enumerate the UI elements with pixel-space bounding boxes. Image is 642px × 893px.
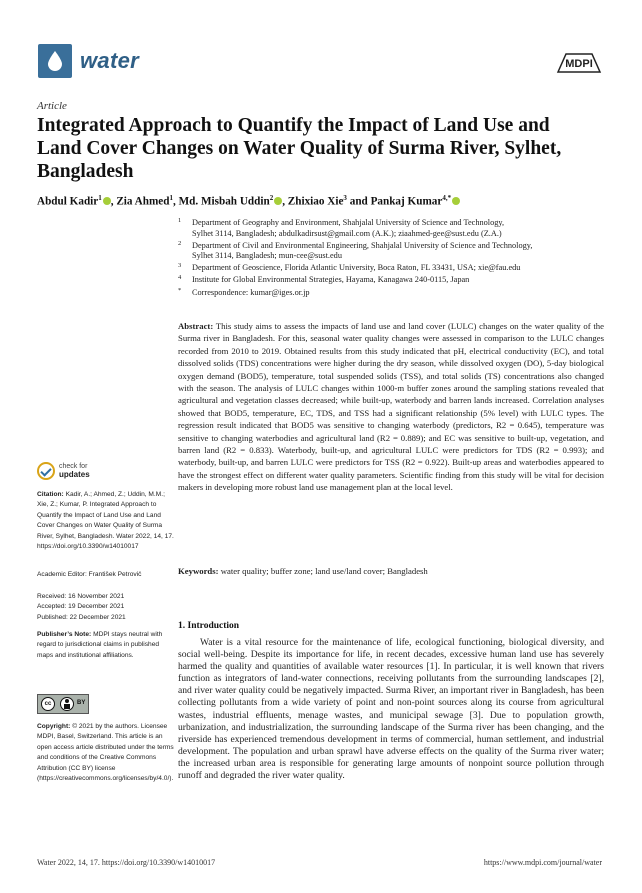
author-name: Zia Ahmed — [116, 195, 170, 208]
author-name: Zhixiao Xie — [287, 195, 344, 208]
affiliation-item — [178, 263, 608, 274]
affiliation-item — [178, 218, 608, 239]
affiliation-list — [178, 218, 608, 300]
person-icon — [60, 697, 74, 711]
abstract-label: Abstract: — [178, 321, 214, 331]
mdpi-logo[interactable] — [556, 50, 602, 78]
water-drop-icon — [38, 44, 72, 78]
affiliation-number: 1 — [178, 217, 182, 224]
affiliation-item — [178, 275, 608, 286]
author-separator: and — [346, 195, 371, 208]
by-label: BY — [77, 700, 86, 706]
cc-by-license-badge[interactable] — [37, 694, 89, 714]
article-title: Integrated Approach to Quantify the Impact of Land Use and Land Cover Changes on Water Quality of Surma River, Sylhet, Bangladesh — [37, 115, 562, 182]
correspondence-line: Correspondence: kumar@iges.or.jp — [192, 287, 310, 297]
check-updates-icon — [37, 462, 55, 480]
copyright-text: © 2021 by the authors. Licensee MDPI, Basel, Switzerland. This article is an open access article distributed under the terms and conditions of the Creative Commons Attribution (CC BY) license (https://creativecommons.org/licenses/by/4.0/). — [37, 723, 174, 783]
journal-name[interactable]: water — [80, 48, 139, 73]
affiliation-line: Sylhet 3114, Bangladesh; mun-cee@sust.edu — [192, 251, 342, 261]
publisher-note-label: Publisher’s Note: — [37, 631, 92, 638]
author-separator: , — [173, 195, 179, 208]
orcid-icon[interactable] — [452, 197, 460, 205]
citation-label: Citation: — [37, 491, 64, 498]
updates-line2: updates — [59, 470, 90, 479]
orcid-icon[interactable] — [274, 197, 282, 205]
copyright-label: Copyright: — [37, 723, 71, 730]
publisher-note-text: MDPI stays neutral with regard to jurisdictional claims in published maps and institutional affiliations. — [37, 631, 163, 659]
academic-editor: Academic Editor: František Petrovič — [37, 571, 142, 578]
author-affil-sup: 2 — [269, 194, 274, 202]
affiliation-line: Department of Geoscience, Florida Atlantic University, Boca Raton, FL 33431, USA; xie@fau.edu — [192, 263, 521, 273]
author-affil-sup: 1 — [98, 194, 102, 202]
article-type: Article — [37, 100, 67, 112]
dates-block — [37, 592, 175, 623]
affiliation-line: Sylhet 3114, Bangladesh; abdulkadirsust@gmail.com (A.K.); ziaahmed-gee@sust.edu (Z.A.) — [192, 228, 502, 238]
affiliation-line: Department of Geography and Environment, Shahjalal University of Science and Technology, — [192, 218, 505, 227]
mdpi-logo-text: MDPI — [565, 58, 593, 70]
introduction-text: Water is a vital resource for the maintenance of life, ecological functioning, biological diversity, and social well-being. Despite its importance for life, in recent decades, excessive human land use has severely harmed the quality and quantities of available water resources [1]. In particular, it is well known that rivers function as integrators of land-water connections, receiving pollutants from the surrounding landscapes [2], and river water quality could be negatively impacted. Surma River, an important river in Bangladesh, has been collecting pollutants from a wide variety of point and non-point sources along its course from agricultural wastes, industrial effluents, menage wastes, and municipal sewage [3]. Due to population growth, urbanization, and industrialization, the surrounding landscape of the Surma river has been changing, and the riverside has experienced tremendous development in terms of commercial, human settlement, and industrial development. The population and urban sprawl have adverse effects on the quality of the Surma river water; the increased urban area is responsible for generating large amounts of nonpoint source pollution through runoff and degraded the river water quality. — [178, 637, 604, 782]
author-separator: , — [282, 195, 288, 208]
received-date: Received: 16 November 2021 — [37, 593, 125, 600]
updates-line1: check for — [59, 463, 88, 470]
check-updates-text — [59, 463, 90, 480]
keywords-text: water quality; buffer zone; land use/land cover; Bangladesh — [220, 566, 428, 576]
author-affil-sup: 3 — [343, 194, 347, 202]
author-affil-sup: 1 — [169, 194, 173, 202]
citation-text: Kadir, A.; Ahmed, Z.; Uddin, M.M.; Xie, Z.; Kumar, P. Integrated Approach to Quantify the Impact of Land Use and Land Cover Changes on Water Quality of Surma River, Sylhet, Bangladesh. Water 2022, 14, 17. https://doi.org/10.3390/w14010017 — [37, 491, 174, 551]
affiliation-number: 2 — [178, 239, 182, 247]
orcid-icon[interactable] — [103, 197, 111, 205]
author-name: Abdul Kadir — [37, 195, 99, 208]
affiliation-number: * — [178, 286, 182, 294]
affiliation-item — [178, 288, 608, 299]
abstract — [178, 320, 604, 494]
keywords — [178, 566, 604, 576]
water-drop-glyph — [47, 50, 63, 72]
author-affil-sup: 4,* — [442, 194, 452, 202]
affiliation-number: 3 — [178, 262, 182, 270]
footer-citation[interactable]: Water 2022, 14, 17. https://doi.org/10.3390/w14010017 — [37, 858, 216, 867]
published-date: Published: 22 December 2021 — [37, 613, 126, 621]
affiliation-number: 4 — [178, 274, 182, 282]
cc-icon: cc — [41, 697, 55, 711]
author-name: Pankaj Kumar — [370, 195, 443, 208]
affiliation-item — [178, 241, 608, 262]
copyright-block — [37, 722, 175, 784]
affiliation-line: Department of Civil and Environmental Engineering, Shahjalal University of Science and Technology, — [192, 240, 533, 250]
accepted-date: Accepted: 19 December 2021 — [37, 603, 125, 611]
abstract-text: This study aims to assess the impacts of land use and land cover (LULC) changes on the water quality of the Surma river in Bangladesh. For this, seasonal water quality changes were assessed in comparison to the LULC changes recorded from 2010 to 2019. Obtained results from this study indicated that pH, electrical conductivity (EC), and total dissolved solids (TDS) concentrations were higher during the dry season, while dissolved oxygen (DO), 5-day biological oxygen demand (BOD5), temperature, total suspended solids (TSS), and total solids (TS) concentrations also changed with the season. The analysis of LULC changes within 1000-m buffer zones around the sampling stations revealed that agricultural and vegetation classes decreased; while built-up, waterbody and barren lands increased. Correlation analyses showed that BOD5, temperature, EC, TDS, and TSS had a significant relationship (5% level) with LULC types. The regression result indicated that BOD5 was sensitive to changing waterbody (predictors, R2 = 0.645), temperature was sensitive to changing waterbodies and agricultural land (R2 = 0.889); and EC was sensitive to built-up, vegetation, and barren land (R2 = 0.833). Waterbody, built-up, and agricultural LULC were predictors for TDS (R2 = 0.993); and waterbody, built-up, and barren LULC were predictors for TSS (R2 = 0.922). Built-up areas and waterbodies appeared to have the strongest effect on different water quality parameters. Scientific finding from this study will be vital for decision makers in developing more robust land use management plan at the local level. — [178, 321, 604, 493]
section-heading: 1. Introduction — [178, 621, 240, 631]
footer-journal-url[interactable]: https://www.mdpi.com/journal/water — [483, 858, 602, 867]
citation-block — [37, 490, 175, 552]
publisher-note — [37, 630, 175, 661]
affiliation-line: Institute for Global Environmental Strategies, Hayama, Kanagawa 240-0115, Japan — [192, 275, 470, 285]
keywords-label: Keywords: — [178, 566, 219, 576]
author-name: Md. Misbah Uddin — [178, 195, 270, 208]
author-separator: , — [110, 195, 117, 208]
author-list — [37, 194, 627, 208]
